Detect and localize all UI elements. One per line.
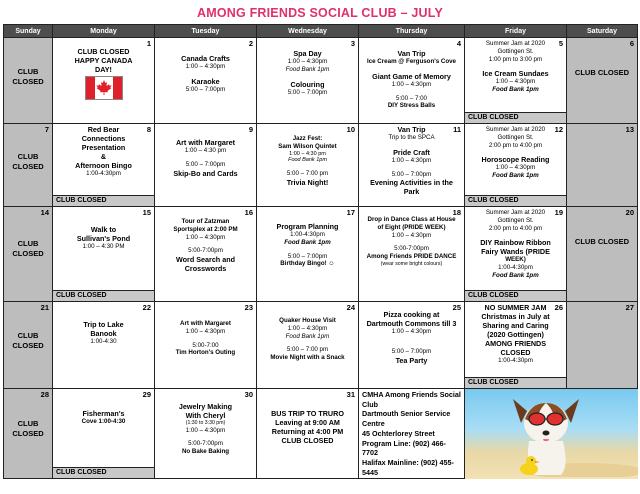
event-line: 5:00-7:00pm [394,245,429,253]
event-line: 5:00 – 7:00pm [185,85,226,93]
event-line: Crosswords [184,264,227,273]
day-cell-22 [53,302,155,389]
event-line: Spa Day [293,49,322,58]
event-line: 1:00-4:30pm [290,231,325,238]
day-cell-9 [155,124,257,207]
event-line: Christmas in July at [481,312,550,321]
event-line: Fairy Wands (PRIDE [481,247,550,257]
week-row [4,38,638,124]
day-number: 16 [244,208,253,217]
day-number: 12 [554,125,563,134]
calendar-title: AMONG FRIENDS SOCIAL CLUB – JULY [196,6,443,20]
event-line: CLUB CLOSED [77,47,130,56]
day-cell-4 [359,38,465,124]
day-cell-26 [465,302,567,389]
event-line: 2:00 pm to 4:00 pm [488,141,543,149]
day-cell-16 [155,207,257,302]
day-cell-31 [257,389,359,479]
event-line: Food Bank 1pm [288,157,327,164]
day-number: 4 [456,39,461,48]
event-line: 1:00 – 4:30pm [185,233,226,241]
club-address: 45 Ochterlorey Street [362,428,435,438]
event-line: 5:00 – 7:00pm [185,160,226,168]
event-line: 1:00 – 4:30 pm [184,147,227,154]
event-line: 5:00 – 7:00pm [287,88,328,96]
day-cell-11 [359,124,465,207]
event-line: 1:00 – 4:30pm [185,327,226,335]
event-line: 1:00 – 4:30 PM [82,243,125,250]
event-line: DAY! [95,65,112,74]
event-line: 1:00 – 4:30 pm [289,150,326,157]
event-line: Birthday Bingo! ☺ [280,260,335,268]
day-number: 5 [558,39,563,48]
club-location: Dartmouth Senior Service Centre [362,409,451,429]
day-cell-27 [567,302,638,389]
day-cell-17 [257,207,359,302]
event-line: Karaoke [191,76,220,86]
event-line: 1:00 – 4:30pm [391,231,432,239]
day-cell-empty [4,38,53,124]
event-line: 1:00 – 4:30pm [185,63,226,70]
day-number: 7 [44,125,49,134]
event-line: Presentation [81,143,126,152]
day-cell-3 [257,38,359,124]
event-line: Van Trip [397,125,426,134]
event-line: (wear some bright colours) [380,260,443,267]
event-line: Gottingen St. [497,216,534,224]
event-line: Among Friends PRIDE DANCE [366,253,457,260]
weekday-friday: Friday [465,25,567,38]
day-number: 2 [248,39,253,48]
halifax-mainline: Halifax Mainline: (902) 455-5445 [362,458,454,477]
event-line: Food Bank 1pm [492,172,539,179]
event-line: 1:00 pm to 3:00 pm [488,55,543,63]
beach-dog-image [465,389,638,479]
day-number: 11 [453,125,461,134]
event-line: Quaker House Visit [279,317,336,324]
day-cell-7 [4,124,53,207]
day-cell-20 [567,207,638,302]
event-line: Movie Night with a Snack [270,354,345,361]
day-number: 29 [142,390,151,399]
club-closed-bar: CLUB CLOSED [465,377,566,388]
event-line: Summer Jam at 2020 [485,40,546,47]
event-line: BUS TRIP TO TRURO [271,409,344,418]
event-line: Gottingen St. [497,133,534,141]
event-line: Colouring [290,79,325,89]
event-line: Park [403,187,420,197]
weekday-monday: Monday [53,25,155,38]
event-line: Ice Cream @ Ferguson's Cove [366,58,456,65]
event-line: Pizza cooking at [383,310,440,319]
event-line: Trip to the SPCA [388,134,435,141]
week-row [4,124,638,207]
event-line: AMONG FRIENDS [484,339,547,348]
day-number: 10 [346,125,355,134]
event-line: 1:00 – 4:30pm [391,328,432,335]
event-line: Food Bank 1pm [285,332,330,340]
day-cell-19 [465,207,567,302]
event-line: Connections [81,134,126,143]
weekday-header-row [4,25,638,38]
event-line: Tim Horton's Outing [175,349,236,357]
closed-label: CLUB CLOSED [12,66,44,86]
event-line: Afternoon Bingo [75,161,132,170]
closed-label: CLUB CLOSED [574,237,630,246]
event-line: 1:00-4:30pm [498,264,533,271]
day-number: 3 [350,39,355,48]
day-number: 14 [40,208,49,217]
day-number: 27 [625,303,634,312]
day-cell-13 [567,124,638,207]
event-line: of Eight (PRIDE WEEK) [377,223,446,231]
club-closed-bar: CLUB CLOSED [465,290,566,301]
event-line: Fisherman's [82,409,125,418]
event-line: 5:00-7:00pm [188,440,223,448]
weekday-tuesday: Tuesday [155,25,257,38]
event-line: Banook [90,329,117,338]
day-cell-25 [359,302,465,389]
day-cell-30 [155,389,257,479]
event-line: 5:00-7:00pm [188,247,223,255]
event-line: 1:00 – 4:30pm [391,80,432,88]
event-line: 1:00-4:30pm [86,170,121,177]
club-closed-bar: CLUB CLOSED [53,195,154,206]
event-line: & [100,152,107,161]
day-cell-14 [4,207,53,302]
event-line: CLOSED [500,348,531,357]
day-cell-8 [53,124,155,207]
day-cell-1 [53,38,155,124]
club-closed-bar: CLUB CLOSED [53,467,154,478]
week-row [4,389,638,479]
day-cell-10 [257,124,359,207]
event-line: Skip-Bo and Cards [173,168,238,178]
event-line: 2:00 pm to 4:00 pm [488,224,543,232]
closed-label: CLUB CLOSED [12,151,44,171]
event-line: Jazz Fest: [292,135,323,142]
event-line: 5:00 – 7:00pm [287,252,328,260]
closed-label: CLUB CLOSED [574,68,630,77]
day-cell-23 [155,302,257,389]
event-line: 1:00 – 4:30pm [287,58,328,65]
day-number: 24 [346,303,355,312]
day-number: 21 [40,303,49,312]
event-line: HAPPY CANADA [74,56,133,65]
weekday-wednesday: Wednesday [257,25,359,38]
day-number: 25 [452,303,461,312]
day-number: 23 [244,303,253,312]
day-cell-15 [53,207,155,302]
event-line: Food Bank 1pm [284,238,331,246]
weekday-sunday: Sunday [4,25,53,38]
week-row [4,302,638,389]
event-line: With Cheryl [185,411,226,420]
day-cell-21 [4,302,53,389]
event-line: Horoscope Reading [481,155,550,165]
event-line: 1:00-4:30 [90,338,117,345]
club-closed-bar: CLUB CLOSED [53,290,154,301]
event-line: Trip to Lake [83,320,124,329]
day-number: 15 [142,208,151,217]
event-line: Sharing and Caring [482,321,549,330]
event-line: Giant Game of Memory [372,71,451,81]
event-line: 5:00 – 7:00 [396,94,427,102]
event-line: CLUB CLOSED [281,436,334,445]
event-line: Tea Party [395,355,428,365]
event-line: 1:00 – 4:30pm [185,426,226,434]
event-line: NO SUMMER JAM [484,303,547,312]
day-number: 13 [625,125,634,134]
event-line: Dartmouth Commons till 3 [366,319,457,328]
event-line: Program Planning [276,222,339,231]
event-line: DIY Rainbow Ribbon [480,238,551,248]
day-cell-12 [465,124,567,207]
event-line: Food Bank 1pm [285,65,330,73]
event-line: 5:00-7:00 [192,341,219,349]
day-number: 31 [346,390,355,399]
event-line: Tour of Zatzman [181,218,230,225]
day-cell-6 [567,38,638,124]
event-line: Leaving at 9:00 AM [275,418,340,427]
event-line: 5:00 – 7:00pm [391,347,432,355]
closed-label: CLUB CLOSED [12,331,44,350]
day-number: 9 [248,125,253,134]
program-line: Program Line: (902) 466-7702 [362,438,446,458]
day-cell-2 [155,38,257,124]
event-line: Canada Crafts [181,54,230,63]
closed-label: CLUB CLOSED [12,238,44,258]
calendar-grid [3,24,638,479]
day-cell-24 [257,302,359,389]
closed-label: CLUB CLOSED [12,419,44,439]
day-number: 8 [146,125,151,134]
club-closed-bar: CLUB CLOSED [465,195,566,206]
dog-photo [465,389,638,479]
event-line: Cove 1:00-4:30 [81,418,126,425]
club-closed-bar: CLUB CLOSED [465,112,566,123]
event-line: Pride Craft [393,147,430,157]
day-cell-5 [465,38,567,124]
day-number: 19 [554,208,563,217]
day-number: 30 [244,390,253,399]
event-line: 5:00 – 7:00 pm [286,346,329,354]
day-number: 6 [629,39,634,48]
event-line: Sportsplex at 2:00 PM [173,225,238,233]
event-line: DIY Stress Balls [387,102,436,110]
day-number: 17 [346,208,355,217]
event-line: Art with Margaret [180,320,231,327]
event-line: Sullivan's Pond [76,234,131,243]
canada-flag-icon [85,76,123,100]
week-row [4,207,638,302]
day-number: 22 [142,303,151,312]
day-number: 26 [554,303,563,312]
event-line: Trivia Night! [286,178,329,187]
event-line: Food Bank 1pm [492,86,539,93]
event-line: 1:00 – 4:30pm [495,164,536,172]
club-name: CMHA Among Friends Social Club [362,390,461,409]
day-cell-18 [359,207,465,302]
club-info-cell [359,389,465,479]
event-line: Food Bank 1pm [492,271,539,279]
day-number: 28 [40,390,49,399]
event-line: (1:30 to 3:30 pm) [185,420,226,426]
event-line: 1:00-4:30pm [498,357,533,364]
event-line: Ice Cream Sundaes [482,69,549,79]
weekday-thursday: Thursday [359,25,465,38]
event-line: No Bake Baking [181,448,230,455]
event-line: 1:00 – 4:30pm [287,324,328,332]
event-line: Summer Jam at 2020 [485,126,546,133]
event-line: WEEK) [505,256,526,264]
event-line: Art with Margaret [175,138,236,147]
event-line: 1:00 – 4:30pm [495,78,536,86]
event-line: Jewelry Making [178,402,233,411]
event-line: (2020 Gottingen) [487,330,544,339]
event-line: Returning at 4:00 PM [271,427,344,436]
event-line: Gottingen St. [497,47,534,55]
event-line: Word Search and [176,255,235,264]
day-number: 20 [625,208,634,217]
event-line: 5:00 – 7:00 pm [286,170,329,178]
event-line: Summer Jam at 2020 [485,209,546,216]
day-cell-28 [4,389,53,479]
event-line: Evening Activities in the [370,178,453,188]
weekday-saturday: Saturday [567,25,638,38]
day-number: 1 [146,39,151,48]
event-line: Van Trip [397,49,426,58]
event-line: Sam Wilson Quintet [278,142,337,150]
day-cell-29 [53,389,155,479]
event-line: Drop in Dance Class at House [367,216,456,223]
event-line: Red Bear [87,125,120,134]
event-line: 5:00 – 7:00pm [391,170,432,178]
event-line: 1:00 – 4:30pm [391,156,432,164]
event-line: Walk to [90,225,117,234]
day-number: 18 [452,208,461,217]
